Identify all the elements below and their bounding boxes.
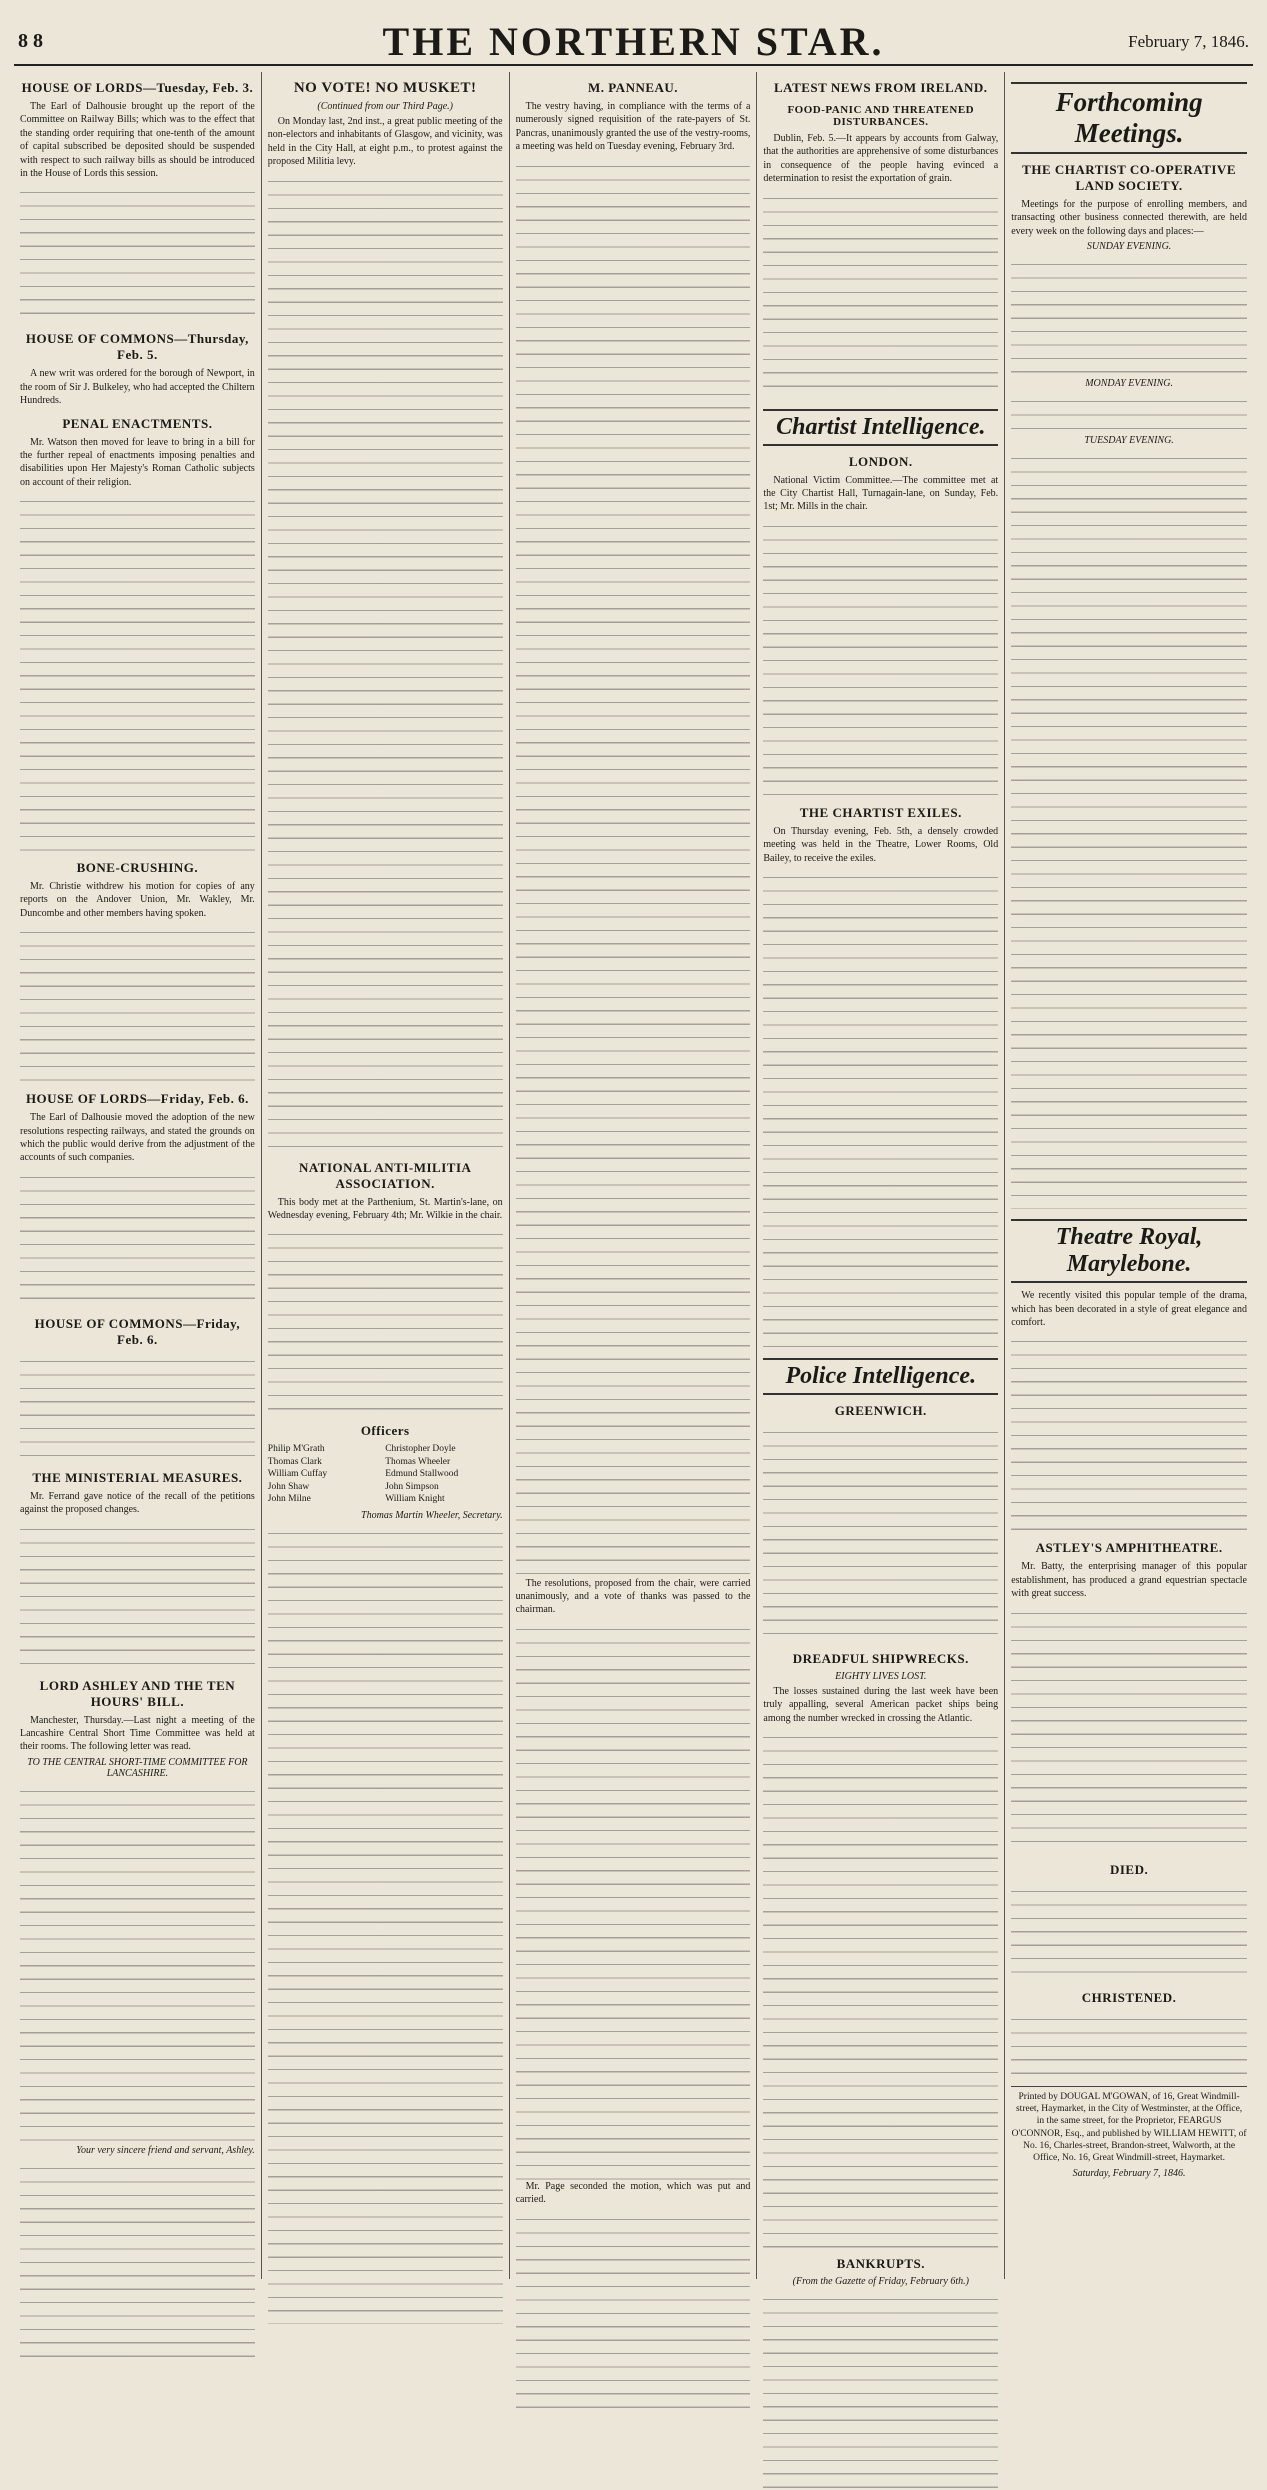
text-block	[763, 517, 998, 797]
text-block	[1011, 255, 1247, 375]
officers-heading: Officers	[360, 1423, 410, 1439]
heading-commons-thursday: HOUSE OF COMMONS—Thursday, Feb. 5.	[25, 331, 249, 363]
text-block	[516, 157, 751, 1577]
column-1	[14, 72, 262, 2279]
subheading-eighty-lives: EIGHTY LIVES LOST.	[835, 1670, 927, 1682]
article-text: A new writ was ordered for the borough of Newport, in the room of Sir J. Bulkeley, who had accepted the Chiltern Hundreds.	[20, 368, 255, 407]
article-text: We recently visited this popular temple of the drama, which has been decorated in a style of great elegance and comfort.	[1011, 1290, 1247, 1328]
gazette-note: (From the Gazette of Friday, February 6th.)	[792, 2276, 969, 2288]
text-block	[20, 2159, 255, 2359]
heading-food-panic: FOOD-PANIC AND THREATENED DISTURBANCES.	[787, 104, 975, 128]
heading-ten-hours-bill: LORD ASHLEY AND THE TEN HOURS' BILL.	[39, 1677, 236, 1709]
text-block	[20, 923, 255, 1083]
name: John Milne	[267, 1494, 311, 1505]
continued-note: (Continued from our Third Page.)	[317, 101, 454, 112]
heading-panneau: M. PANNEAU.	[587, 80, 679, 95]
heading-lords-friday: HOUSE OF LORDS—Friday, Feb. 6.	[25, 1091, 249, 1107]
article-text: The losses sustained during the last week have been truly appalling, several American packet ships being among the number wrecked in crossing the Atlantic.	[763, 1685, 999, 1724]
article-text: This body met at the Parthenium, St. Martin's-lane, on Wednesday evening, February 4th; Mr. Wilkie in the chair.	[267, 1196, 503, 1221]
article-text: National Victim Committee.—The committee met at the City Chartist Hall, Turnagain-lane, on Sunday, Feb. 1st; Mr. Mills in the chair.	[763, 474, 999, 513]
subheading-greenwich: GREENWICH.	[834, 1402, 927, 1418]
column-4	[757, 72, 1005, 2288]
text-block	[1011, 1604, 1247, 1854]
article-text: The Earl of Dalhousie brought up the report of the Committee on Railway Bills; which was to the effect that the standing order requiring that one-tenth of the amount of capital subscribed be deposited should be suspended with respect to such railway bills as should be introduced in the House of Lords this session.	[20, 101, 255, 179]
name: Thomas Wheeler	[385, 1456, 451, 1467]
text-block	[1011, 449, 1247, 1209]
name: John Simpson	[385, 1481, 439, 1492]
heading-no-vote-no-musket: NO VOTE! NO MUSKET!	[293, 80, 477, 96]
text-block	[268, 1225, 503, 1415]
heading-ministerial-measures: THE MINISTERIAL MEASURES.	[32, 1469, 243, 1485]
name: Thomas Clark	[267, 1456, 322, 1467]
text-block	[20, 492, 255, 852]
text-block	[268, 172, 503, 1152]
letter-address: TO THE CENTRAL SHORT-TIME COMMITTEE FOR LANCASHIRE.	[27, 1756, 248, 1779]
heading-dreadful-shipwrecks: DREADFUL SHIPWRECKS.	[792, 1650, 969, 1666]
column-2	[262, 72, 510, 2279]
text-block	[763, 189, 998, 399]
article-text: Mr. Watson then moved for leave to bring in a bill for the further repeal of enactments imposing penalties and disabilities upon Her Majesty's Roman Catholic subjects on account of their religion.	[20, 436, 255, 488]
text-block	[20, 1352, 255, 1462]
day-heading: TUESDAY EVENING.	[1084, 435, 1174, 447]
text-block	[20, 1782, 255, 2142]
secretary-signature: Thomas Martin Wheeler, Secretary.	[361, 1510, 503, 1521]
heading-anti-militia-association: NATIONAL ANTI-MILITIA ASSOCIATION.	[298, 1159, 472, 1191]
text-block	[763, 868, 998, 1348]
text-block	[516, 1620, 751, 2180]
committee-names	[268, 1443, 503, 1506]
columns	[14, 72, 1253, 2288]
newspaper-page	[14, 14, 1253, 2288]
text-block	[1011, 1882, 1247, 1982]
day-heading: SUNDAY EVENING.	[1086, 241, 1172, 253]
article-text: Mr. Christie withdrew his motion for copies of any reports on the Andover Union, Mr. Wakley, Mr. Duncombe and other members having spoken.	[20, 881, 255, 919]
heading-land-society: THE CHARTIST CO-OPERATIVE LAND SOCIETY.	[1022, 162, 1236, 193]
heading-died: DIED.	[1109, 1861, 1149, 1877]
letter-signature: Your very sincere friend and servant, Ashley.	[76, 2144, 255, 2156]
text-block	[268, 1524, 503, 2324]
heading-bone-crushing: BONE-CRUSHING.	[76, 860, 199, 876]
article-text: Mr. Page seconded the motion, which was put and carried.	[515, 2180, 751, 2206]
section-chartist-intelligence: Chartist Intelligence.	[763, 409, 998, 446]
section-police-intelligence: Police Intelligence.	[763, 1358, 998, 1395]
name: John Shaw	[267, 1481, 310, 1492]
heading-commons-friday: HOUSE OF COMMONS—Friday, Feb. 6.	[34, 1315, 241, 1347]
text-block	[763, 1423, 998, 1643]
text-block	[763, 1728, 998, 2248]
text-block	[20, 1520, 255, 1670]
heading-astleys: ASTLEY'S AMPHITHEATRE.	[1035, 1540, 1223, 1556]
article-text: On Monday last, 2nd inst., a great public meeting of the non-electors and inhabitants of Glasgow, and vicinity, was held in the City Hall, at eight p.m., to protest against the proposed Militia levy.	[267, 116, 503, 168]
printer-imprint: Printed by DOUGAL M'GOWAN, of 16, Great Windmill-street, Haymarket, in the City of Westminster, at the Office, in the same street, for the Proprietor, FEARGUS O'CONNOR, Esq., and published by WILLIAM HEWITT, of No. 16, Charles-street, Brandon-street, Walworth, at the Office, No. 16, Great Windmill-street, Haymarket.	[1011, 2086, 1247, 2165]
text-block	[20, 1168, 255, 1308]
section-theatre-royal: Theatre Royal, Marylebone.	[1011, 1219, 1247, 1283]
section-forthcoming-meetings: Forthcoming Meetings.	[1011, 82, 1247, 154]
heading-penal-enactments: PENAL ENACTMENTS.	[62, 415, 213, 431]
heading-lords-tuesday: HOUSE OF LORDS—Tuesday, Feb. 3.	[21, 80, 254, 95]
name: Edmund Stallwood	[385, 1469, 459, 1480]
imprint-date: Saturday, February 7, 1846.	[1072, 2167, 1186, 2179]
text-block	[516, 2210, 751, 2410]
issue-date: February 7, 1846.	[1128, 32, 1249, 51]
article-text: Meetings for the purpose of enrolling members, and transacting other business connected therewith, are held every week on the following days and places:—	[1011, 199, 1247, 237]
name: Philip M'Grath	[267, 1444, 325, 1455]
heading-chartist-exiles: THE CHARTIST EXILES.	[799, 804, 962, 820]
subheading-london: LONDON.	[848, 453, 913, 469]
column-5	[1005, 72, 1253, 2279]
text-block	[1011, 392, 1247, 432]
heading-news-ireland: LATEST NEWS FROM IRELAND.	[774, 80, 988, 95]
article-text: The resolutions, proposed from the chair, were carried unanimously, and a vote of thanks was passed to the chairman.	[515, 1577, 751, 1616]
article-text: Manchester, Thursday.—Last night a meeting of the Lancashire Central Short Time Committee was held at their rooms. The following letter was read.	[20, 1714, 255, 1753]
day-heading: MONDAY EVENING.	[1085, 378, 1173, 390]
name: William Cuffay	[267, 1469, 328, 1480]
article-text: On Thursday evening, Feb. 5th, a densely crowded meeting was held in the Theatre, Lower Rooms, Old Bailey, to receive the exiles.	[763, 825, 999, 864]
masthead	[14, 14, 1253, 66]
name: William Knight	[385, 1494, 445, 1505]
article-text: The vestry having, in compliance with the terms of a numerously signed requisition of the rate-payers of St. Pancras, unanimously granted the use of the vestry-rooms, a meeting was held on Tuesday evening, February 3rd.	[515, 101, 751, 153]
newspaper-title: THE NORTHERN STAR.	[382, 19, 885, 64]
name: Christopher Doyle	[385, 1444, 456, 1455]
heading-christened: CHRISTENED.	[1081, 1989, 1177, 2005]
article-text: The Earl of Dalhousie moved the adoption of the new resolutions respecting railways, and stated the grounds on which the public would derive from the adjustment of the accounts of such companies.	[20, 1112, 255, 1164]
article-text: Mr. Batty, the enterprising manager of this popular establishment, has produced a grand equestrian spectacle with great success.	[1011, 1561, 1247, 1600]
article-text: Mr. Ferrand gave notice of the recall of the petitions against the proposed changes.	[20, 1490, 255, 1516]
heading-bankrupts: BANKRUPTS.	[836, 2256, 925, 2272]
column-3	[510, 72, 758, 2279]
text-block	[20, 183, 255, 323]
text-block	[763, 2290, 998, 2490]
text-block	[1011, 1332, 1247, 1532]
page-number: 8 8	[18, 30, 43, 52]
text-block	[1011, 2010, 1247, 2080]
article-text: Dublin, Feb. 5.—It appears by accounts from Galway, that the authorities are apprehensive of some disturbances in consequence of the people having evinced a determination to resist the exportation of grain.	[763, 133, 999, 185]
